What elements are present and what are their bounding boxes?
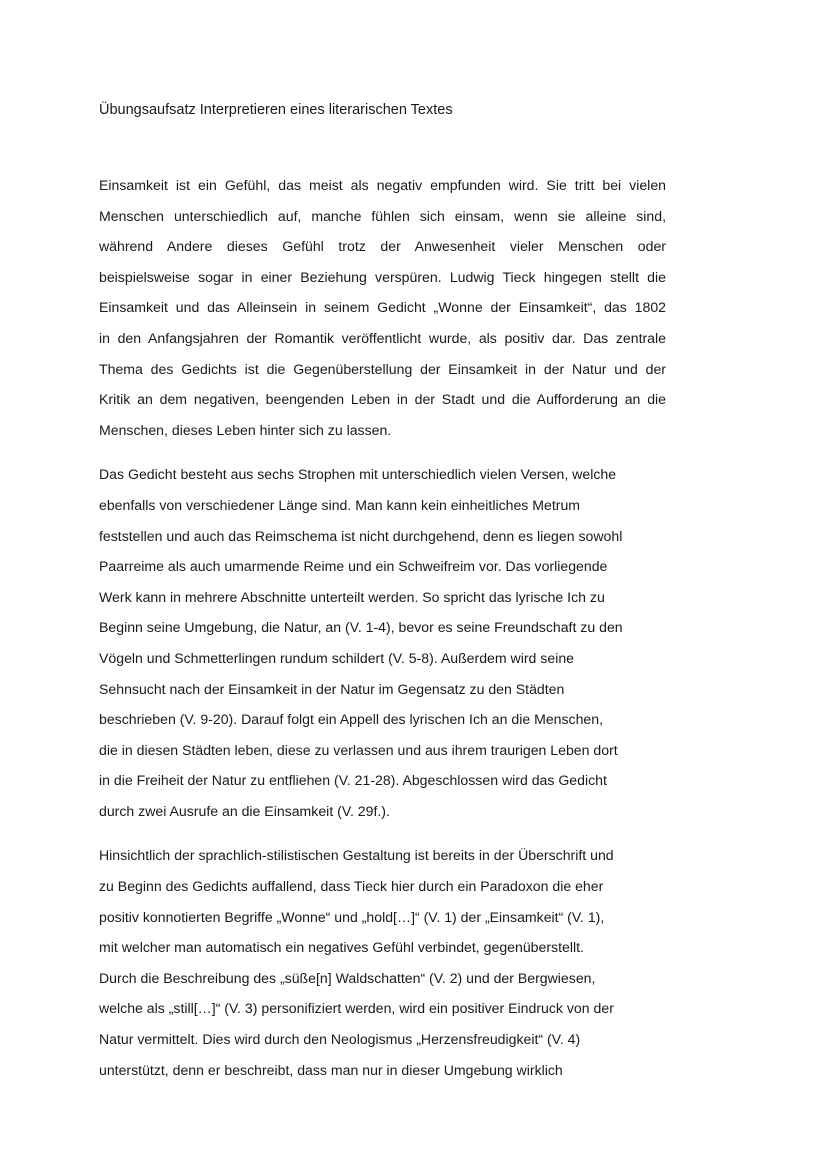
document-title: Übungsaufsatz Interpretieren eines literarischen Textes (99, 102, 453, 118)
text-line: ebenfalls von verschiedener Länge sind. Man kann kein einheitliches Metrum (99, 496, 581, 513)
text-line: Menschen, dieses Leben hinter sich zu lassen. (99, 421, 392, 438)
text-line: Einsamkeit und das Alleinsein in seinem Gedicht „Wonne der Einsamkeit“, das 1802 (99, 299, 666, 316)
text-line: während Andere dieses Gefühl trotz der Anwesenheit vieler Menschen oder (99, 238, 666, 255)
text-line: beispielsweise sogar in einer Beziehung verspüren. Ludwig Tieck hingegen stellt die (99, 268, 666, 285)
text-line: Beginn seine Umgebung, die Natur, an (V. 1-4), bevor es seine Freundschaft zu den (99, 619, 623, 636)
text-line: Menschen unterschiedlich auf, manche fühlen sich einsam, wenn sie alleine sind, (99, 207, 666, 224)
text-line: welche als „still[…]“ (V. 3) personifiziert werden, wird ein positiver Eindruck von der (99, 1000, 614, 1017)
text-line: Kritik an dem negativen, beengenden Leben in der Stadt und die Aufforderung an die (99, 391, 666, 408)
document-body (99, 172, 666, 1087)
text-line: beschrieben (V. 9-20). Darauf folgt ein Appell des lyrischen Ich an die Menschen, (99, 711, 604, 728)
text-line: feststellen und auch das Reimschema ist nicht durchgehend, denn es liegen sowohl (99, 527, 623, 544)
text-line: Werk kann in mehrere Abschnitte unterteilt werden. So spricht das lyrische Ich zu (99, 588, 605, 605)
text-line: in den Anfangsjahren der Romantik veröffentlicht wurde, als positiv dar. Das zentrale (99, 329, 666, 346)
text-line: Sehnsucht nach der Einsamkeit in der Natur im Gegensatz zu den Städten (99, 680, 565, 697)
text-line: Thema des Gedichts ist die Gegenüberstellung der Einsamkeit in der Natur und der (99, 360, 666, 377)
text-line: Einsamkeit ist ein Gefühl, das meist als negativ empfunden wird. Sie tritt bei vielen (99, 177, 666, 193)
text-line: Hinsichtlich der sprachlich-stilistischen Gestaltung ist bereits in der Überschrift und (99, 847, 614, 864)
paragraph-1 (99, 172, 666, 447)
text-line: zu Beginn des Gedichts auffallend, dass Tieck hier durch ein Paradoxon die eher (99, 878, 604, 895)
text-line: Paarreime als auch umarmende Reime und ein Schweifreim vor. Das vorliegende (99, 558, 608, 575)
paragraph-2 (99, 461, 666, 828)
text-line: die in diesen Städten leben, diese zu verlassen und aus ihrem traurigen Leben dort (99, 741, 618, 758)
text-line: Das Gedicht besteht aus sechs Strophen mit unterschiedlich vielen Versen, welche (99, 466, 617, 483)
text-line: Vögeln und Schmetterlingen rundum schildert (V. 5-8). Außerdem wird seine (99, 649, 574, 666)
text-line: in die Freiheit der Natur zu entfliehen (V. 21-28). Abgeschlossen wird das Gedicht (99, 772, 607, 789)
paragraph-gap (99, 828, 666, 842)
text-line: mit welcher man automatisch ein negatives Gefühl verbindet, gegenüberstellt. (99, 939, 584, 956)
paragraph-3 (99, 842, 666, 1087)
text-line: unterstützt, denn er beschreibt, dass man nur in dieser Umgebung wirklich (99, 1061, 563, 1078)
text-line: durch zwei Ausrufe an die Einsamkeit (V. 29f.). (99, 802, 390, 819)
text-line: Natur vermittelt. Dies wird durch den Neologismus „Herzensfreudigkeit“ (V. 4) (99, 1031, 581, 1048)
paragraph-gap (99, 447, 666, 461)
text-line: positiv konnotierten Begriffe „Wonne“ und „hold[…]“ (V. 1) der „Einsamkeit“ (V. 1), (99, 908, 605, 925)
text-line: Durch die Beschreibung des „süße[n] Waldschatten“ (V. 2) und der Bergwiesen, (99, 969, 596, 986)
